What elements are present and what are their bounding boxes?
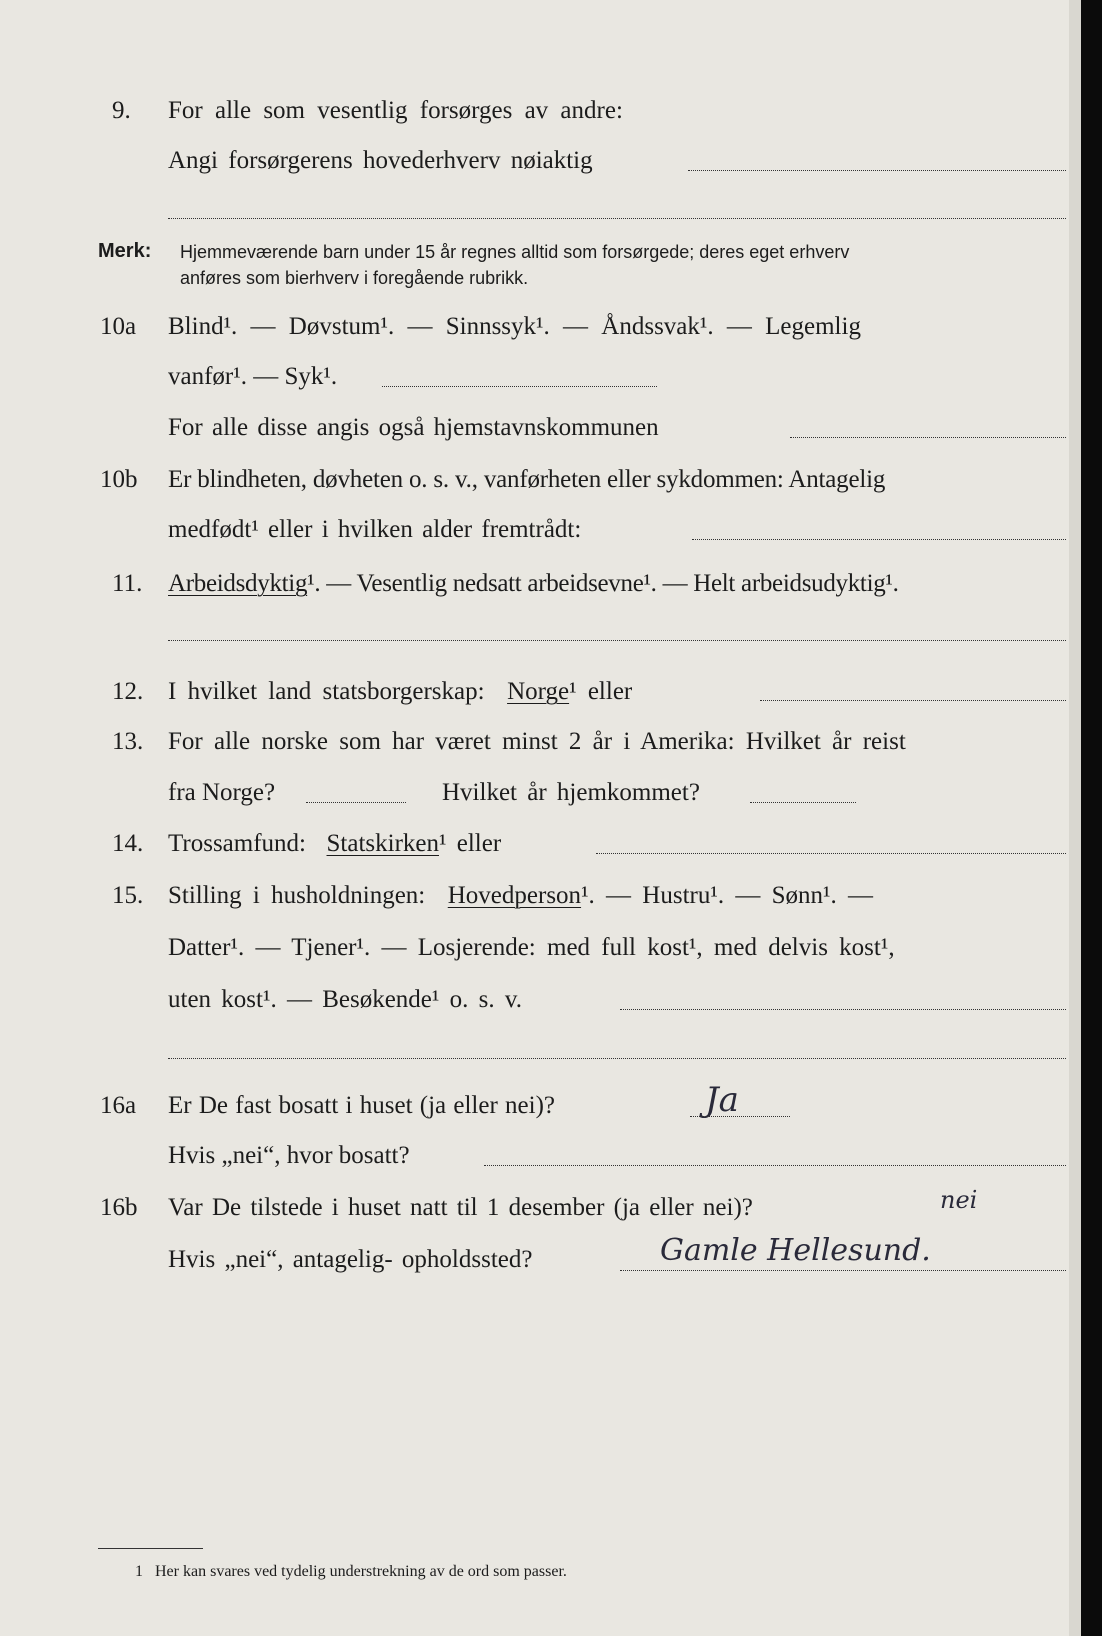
q14-line bbox=[168, 830, 501, 858]
q13-line2a: fra Norge? bbox=[168, 779, 276, 806]
q16a-line1: Er De fast bosatt i huset (ja eller nei)? bbox=[168, 1092, 556, 1119]
q15-before: Stilling i husholdningen: bbox=[168, 882, 426, 909]
q16a-answer-line bbox=[690, 1116, 790, 1117]
q16a-line2: Hvis „nei“, hvor bosatt? bbox=[168, 1142, 410, 1169]
q9-extra-answer-line bbox=[168, 218, 1066, 219]
q15-number: 15. bbox=[112, 882, 144, 909]
q12-line bbox=[168, 678, 632, 706]
q11-underlined-answer: Arbeidsdyktig bbox=[168, 570, 308, 597]
q9-line1: For alle som vesentlig forsørges av andre: bbox=[168, 97, 623, 124]
q14-underlined-answer: Statskirken bbox=[326, 830, 439, 857]
q12-underlined-answer: Norge bbox=[507, 678, 570, 705]
q12-after: ¹ eller bbox=[569, 678, 633, 705]
q14-answer-line bbox=[596, 853, 1066, 854]
q10a-number: 10a bbox=[100, 313, 137, 340]
q9-number: 9. bbox=[112, 97, 131, 124]
merk-line1: Hjemmeværende barn under 15 år regnes alltid som forsørgede; deres eget erhverv bbox=[180, 242, 850, 262]
q16a-handwritten-answer: Ja bbox=[705, 1080, 739, 1120]
q16b-handwritten-answer1: nei bbox=[940, 1186, 978, 1214]
q15-underlined-answer: Hovedperson bbox=[447, 882, 582, 909]
footnote-rule bbox=[98, 1548, 203, 1549]
q16b-line2: Hvis „nei“, antagelig- opholdssted? bbox=[168, 1246, 533, 1273]
q16a-number: 16a bbox=[100, 1092, 137, 1119]
q16b-number: 16b bbox=[100, 1194, 138, 1221]
q15-extra-answer-line bbox=[168, 1058, 1066, 1059]
q15-line1 bbox=[168, 882, 873, 910]
q13-number: 13. bbox=[112, 728, 144, 755]
q10a-line2: vanfør¹. — Syk¹. bbox=[168, 363, 338, 390]
q14-after: ¹ eller bbox=[439, 830, 502, 857]
q10b-line1: Er blindheten, døvheten o. s. v., vanførheten eller sykdommen: Antagelig bbox=[168, 466, 886, 493]
q15-answer-line bbox=[620, 1009, 1066, 1010]
q16a-bosatt-answer-line bbox=[484, 1165, 1066, 1166]
page-edge bbox=[1069, 0, 1081, 1636]
merk-label: Merk: bbox=[98, 240, 152, 262]
q16b-line1: Var De tilstede i huset natt til 1 desember (ja eller nei)? bbox=[168, 1194, 753, 1221]
q13-reist-answer-line bbox=[306, 802, 406, 803]
q13-line2b: Hvilket år hjemkommet? bbox=[442, 779, 700, 806]
q14-before: Trossamfund: bbox=[168, 830, 306, 857]
q10a-kommune-answer-line bbox=[790, 437, 1066, 438]
q10a-syk-answer-line bbox=[382, 386, 657, 387]
q11-answer-line bbox=[168, 640, 1066, 641]
footnote bbox=[135, 1563, 567, 1581]
q13-hjemkommet-answer-line bbox=[750, 802, 856, 803]
q12-number: 12. bbox=[112, 678, 144, 705]
q10a-line3: For alle disse angis også hjemstavnskommunen bbox=[168, 414, 659, 441]
q13-line1: For alle norske som har været minst 2 år i Amerika: Hvilket år reist bbox=[168, 728, 906, 755]
q12-answer-line bbox=[760, 700, 1066, 701]
q15-line2: Datter¹. — Tjener¹. — Losjerende: med full kost¹, med delvis kost¹, bbox=[168, 934, 895, 961]
q14-number: 14. bbox=[112, 830, 144, 857]
q9-line2: Angi forsørgerens hovederhverv nøiaktig bbox=[168, 147, 593, 174]
q10b-answer-line bbox=[692, 539, 1066, 540]
q10b-number: 10b bbox=[100, 466, 138, 493]
q11-rest: ¹. — Vesentlig nedsatt arbeidsevne¹. — Helt arbeidsudyktig¹. bbox=[307, 570, 899, 597]
q11-number: 11. bbox=[112, 570, 143, 597]
q16b-opholdssted-answer-line bbox=[620, 1270, 1066, 1271]
merk-line2: anføres som bierhverv i foregående rubrikk. bbox=[180, 268, 529, 288]
q10b-line2: medfødt¹ eller i hvilken alder fremtrådt: bbox=[168, 516, 582, 543]
q12-before: I hvilket land statsborgerskap: bbox=[168, 678, 485, 705]
q10a-line1: Blind¹. — Døvstum¹. — Sinnssyk¹. — Åndssvak¹. — Legemlig bbox=[168, 313, 861, 340]
q15-line3: uten kost¹. — Besøkende¹ o. s. v. bbox=[168, 986, 523, 1013]
footnote-text: Her kan svares ved tydelig understrekning av de ord som passer. bbox=[155, 1563, 567, 1580]
q16b-handwritten-answer2: Gamle Hellesund. bbox=[660, 1233, 931, 1268]
q11-line bbox=[168, 570, 899, 598]
footnote-mark: 1 bbox=[135, 1563, 143, 1580]
q9-answer-line bbox=[688, 170, 1066, 171]
q15-after: ¹. — Hustru¹. — Sønn¹. — bbox=[581, 882, 874, 909]
